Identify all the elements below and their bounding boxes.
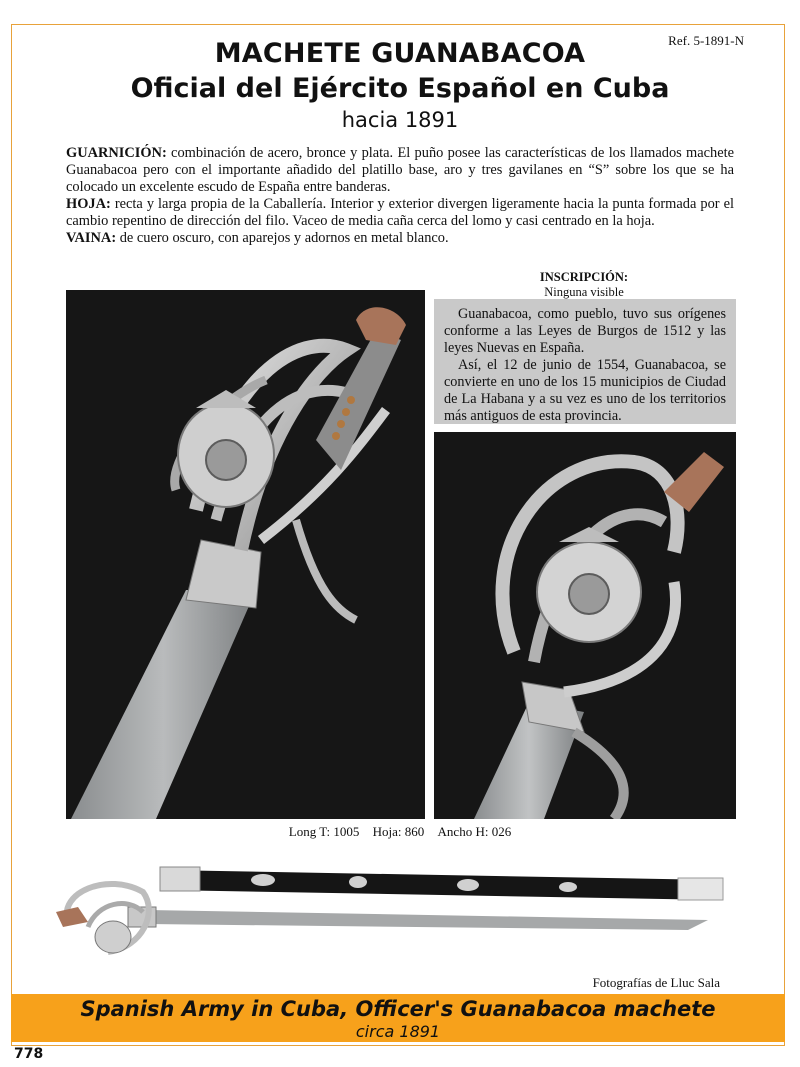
- dimensions-line: [0, 824, 800, 840]
- hoja-text: recta y larga propia de la Caballería. Interior y exterior divergen ligeramente hacia la punta formada por el cambio repentino de dirección del filo. Vaceo de media caña cerca del lomo y casi centrado en la hoja.: [66, 196, 734, 229]
- inscription-label: INSCRIPCIÓN:: [539, 270, 629, 284]
- english-subtitle: circa 1891: [355, 1022, 441, 1041]
- inscription-block: [440, 270, 728, 300]
- history-paragraph-1: Guanabacoa, como pueblo, tuvo sus orígenes conforme a las Leyes de Burgos de 1512 y las leyes Nuevas en España.: [444, 306, 726, 356]
- blade-length: Hoja: 860: [372, 824, 425, 839]
- vaina-paragraph: [66, 230, 734, 247]
- photo-credit: Fotografías de Lluc Sala: [592, 975, 720, 990]
- vaina-label: VAINA:: [66, 230, 117, 246]
- page-number: 778: [14, 1046, 44, 1062]
- description-block: [66, 145, 734, 247]
- hilt-photo-2: [434, 432, 736, 819]
- guarnicion-label: GUARNICIÓN:: [66, 145, 167, 161]
- page-subtitle: Oficial del Ejército Español en Cuba: [130, 73, 670, 104]
- reference-number: Ref. 5-1891-N: [668, 33, 744, 48]
- english-banner: [11, 994, 785, 1042]
- hoja-label: HOJA:: [66, 196, 111, 212]
- hoja-paragraph: [66, 196, 734, 230]
- inscription-value: Ninguna visible: [544, 285, 624, 299]
- hilt-photo-1: [66, 290, 425, 819]
- page-title: MACHETE GUANABACOA: [214, 38, 586, 69]
- page-date: hacia 1891: [341, 108, 459, 132]
- vaina-text: de cuero oscuro, con aparejos y adornos en metal blanco.: [116, 230, 449, 246]
- history-box: [434, 299, 736, 424]
- guarnicion-text: combinación de acero, bronce y plata. El puño posee las características de los llamados machete Guanabacoa pero con el importante añadido del platillo base, aro y tres gavilanes en “S” sobre los que se ha colocado un excelente escudo de España entre banderas.: [66, 145, 734, 195]
- history-paragraph-2: Así, el 12 de junio de 1554, Guanabacoa, se convierte en uno de los 15 municipios de Ciudad de La Habana y a su vez es uno de los territorios más antiguos de esta provincia.: [444, 357, 726, 424]
- total-length: Long T: 1005: [288, 824, 360, 839]
- guarnicion-paragraph: [66, 145, 734, 196]
- blade-width: Ancho H: 026: [437, 824, 512, 839]
- english-title: Spanish Army in Cuba, Officer's Guanabacoa machete: [80, 997, 716, 1021]
- full-sword-photo: [48, 852, 738, 972]
